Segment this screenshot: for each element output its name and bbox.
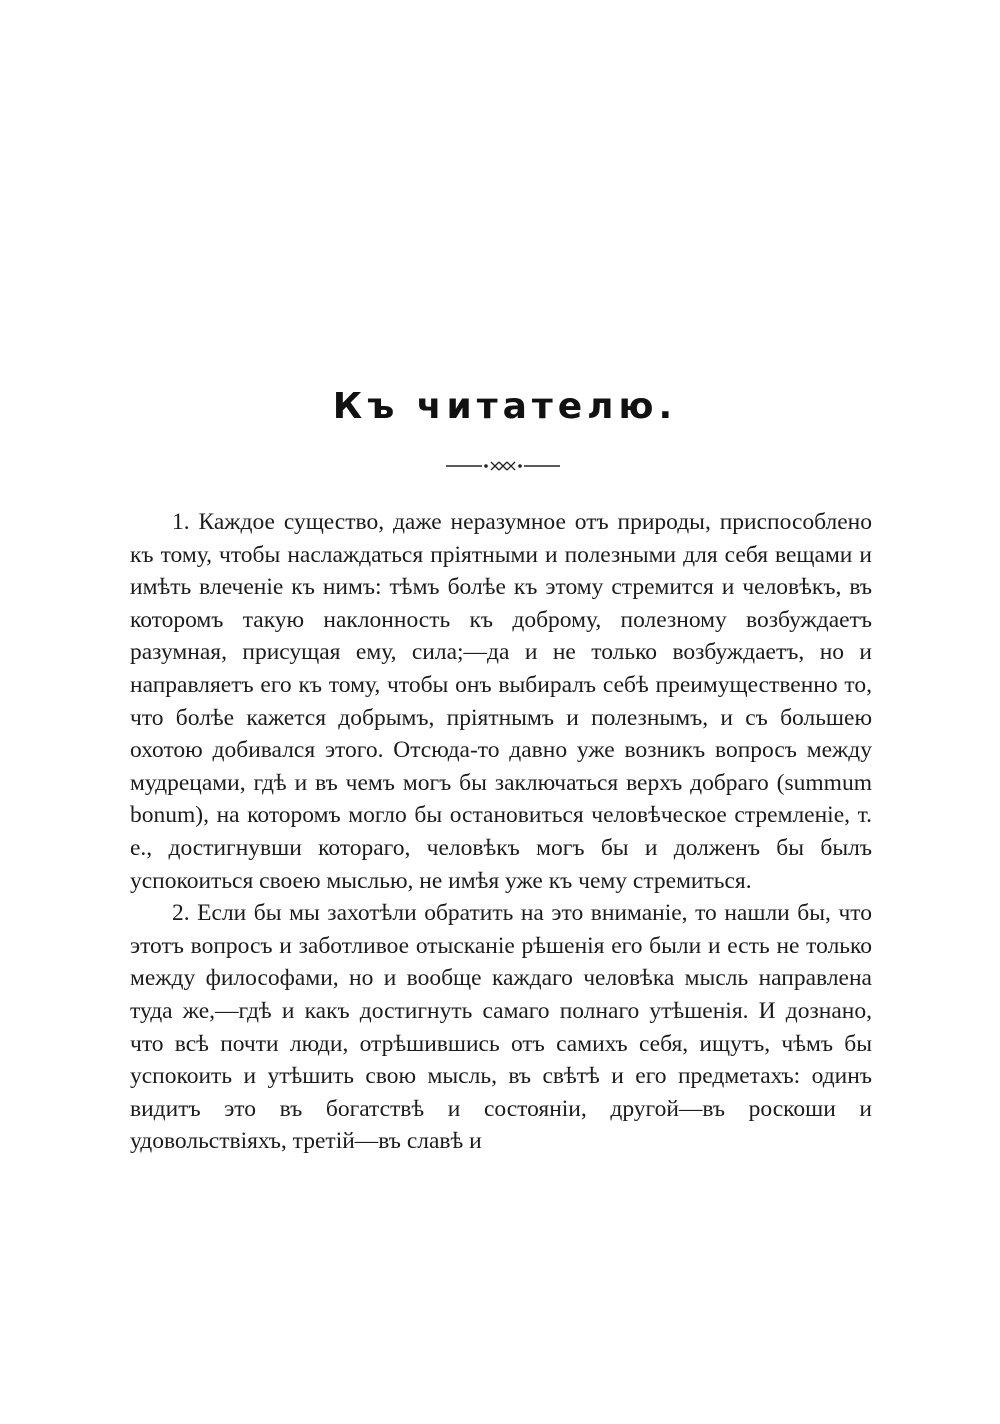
page-title: Къ читателю. [332, 386, 678, 427]
body-text [130, 506, 872, 1158]
paragraph-2: 2. Если бы мы захотѣли обратить на это вниманіе, то нашли бы, что этотъ вопросъ и заботливое отысканіе рѣшенія его были и есть не только между философами, но и вообще каждаго человѣка мысль направлена туда же,—гдѣ и какъ достигнуть самаго полнаго утѣшенія. И дознано, что всѣ почти люди, отрѣшившись отъ самихъ себя, ищутъ, чѣмъ бы успокоить и утѣшить свою мысль, въ свѣтѣ и его предметахъ: одинъ видитъ это въ богатствѣ и состояніи, другой—въ роскоши и удовольствіяхъ, третій—въ славѣ и [130, 900, 872, 1155]
dash-ornament-icon [446, 459, 560, 473]
paragraph-1: 1. Каждое существо, даже неразумное отъ природы, приспособлено къ тому, чтобы наслаждаться пріятными и полезными для себя вещами и имѣть влеченіе къ нимъ: тѣмъ болѣе къ этому стремится и человѣкъ, въ которомъ такую наклонность къ доброму, полезному возбуждаетъ разумная, присущая ему, сила;—да и не только возбуждаетъ, но и направляетъ его къ тому, чтобы онъ выбиралъ себѣ преимущественно то, что болѣе кажется добрымъ, пріятнымъ и полезнымъ, и съ большею охотою добивался этого. Отсюда-то давно уже возникъ вопросъ между мудрецами, гдѣ и въ чемъ могъ бы заключаться верхъ добраго (summum bonum), на которомъ могло бы остановиться человѣческое стремленіе, т. е., достигнувши котораго, человѣкъ могъ бы и долженъ бы былъ успокоиться своею мыслью, не имѣя уже къ чему стремиться. [130, 509, 872, 894]
